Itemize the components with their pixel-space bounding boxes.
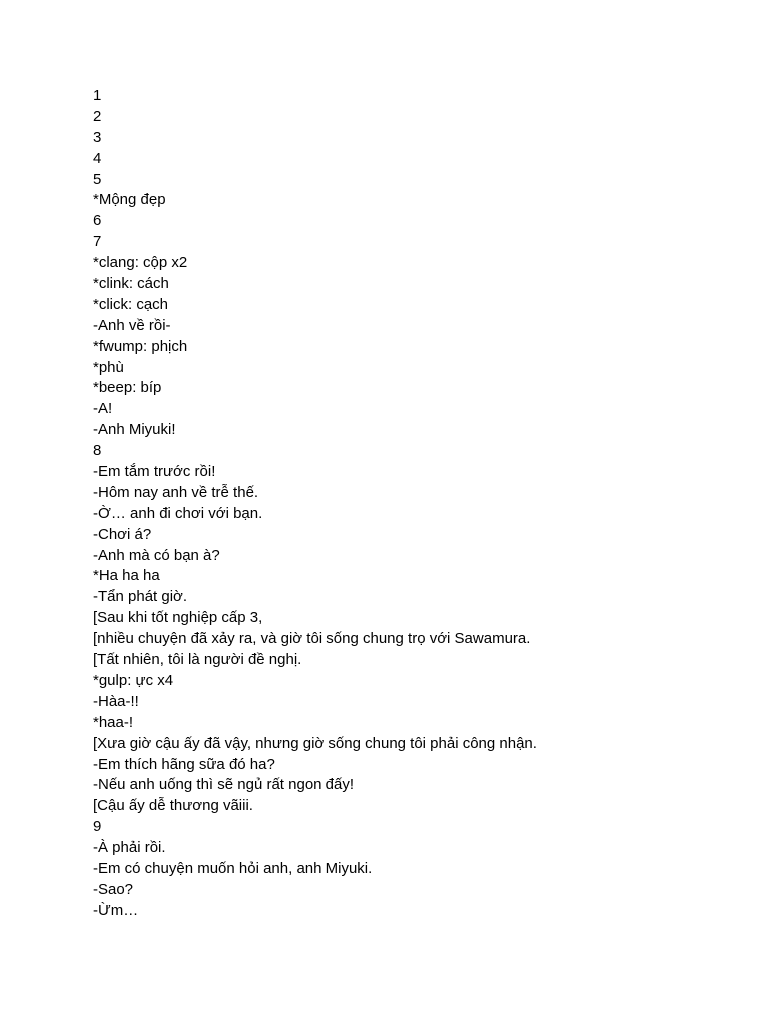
text-line: 2 xyxy=(93,107,102,125)
text-line: 3 xyxy=(93,128,102,146)
text-line: -À phải rồi. xyxy=(93,839,166,857)
text-line: *clink: cách xyxy=(93,275,169,293)
text-line: 7 xyxy=(93,233,102,251)
text-line: [Xưa giờ cậu ấy đã vậy, nhưng giờ sống chung tôi phải công nhận. xyxy=(93,734,537,752)
text-line: *click: cạch xyxy=(93,295,169,313)
text-line: -Sao? xyxy=(93,880,134,898)
text-lines xyxy=(93,86,537,922)
text-line: -Anh mà có bạn à? xyxy=(93,546,220,564)
text-line: *gulp: ực x4 xyxy=(93,671,174,689)
text-line: *phù xyxy=(93,358,124,376)
text-line: -Chơi á? xyxy=(93,525,152,543)
text-line: *clang: cộp x2 xyxy=(93,254,188,272)
text-line: *fwump: phịch xyxy=(93,337,188,355)
text-line: -Anh về rồi- xyxy=(93,316,171,334)
text-line: [nhiều chuyện đã xảy ra, và giờ tôi sống chung trọ với Sawamura. xyxy=(93,630,531,648)
text-line: -Hôm nay anh về trễ thế. xyxy=(93,483,259,501)
text-line: 9 xyxy=(93,818,102,836)
text-line: -Em có chuyện muốn hỏi anh, anh Miyuki. xyxy=(93,859,373,877)
text-line: -Nếu anh uống thì sẽ ngủ rất ngon đấy! xyxy=(93,776,355,794)
text-line: [Tất nhiên, tôi là người đề nghị. xyxy=(93,651,302,669)
text-line: -Anh Miyuki! xyxy=(93,421,176,439)
text-line: -Ừm… xyxy=(93,901,139,919)
text-line: -Em thích hãng sữa đó ha? xyxy=(93,755,275,773)
text-line: *Ha ha ha xyxy=(93,567,160,585)
text-line: 1 xyxy=(93,87,102,104)
text-line: *haa-! xyxy=(93,713,134,731)
text-line: 5 xyxy=(93,170,102,188)
text-line: 8 xyxy=(93,442,102,460)
text-line: -Em tắm trước rồi! xyxy=(93,463,216,481)
text-line: *beep: bíp xyxy=(93,379,162,397)
text-line: 4 xyxy=(93,149,102,167)
text-line: -Tẩn phát giờ. xyxy=(93,588,188,606)
text-line: [Cậu ấy dễ thương vãiii. xyxy=(93,797,253,815)
text-line: 6 xyxy=(93,212,102,230)
text-line: -Hàa-!! xyxy=(93,692,139,710)
text-line: *Mộng đẹp xyxy=(93,191,166,209)
text-line: -A! xyxy=(93,400,113,418)
text-line: [Sau khi tốt nghiệp cấp 3, xyxy=(93,609,263,627)
text-line: -Ờ… anh đi chơi với bạn. xyxy=(93,504,263,522)
